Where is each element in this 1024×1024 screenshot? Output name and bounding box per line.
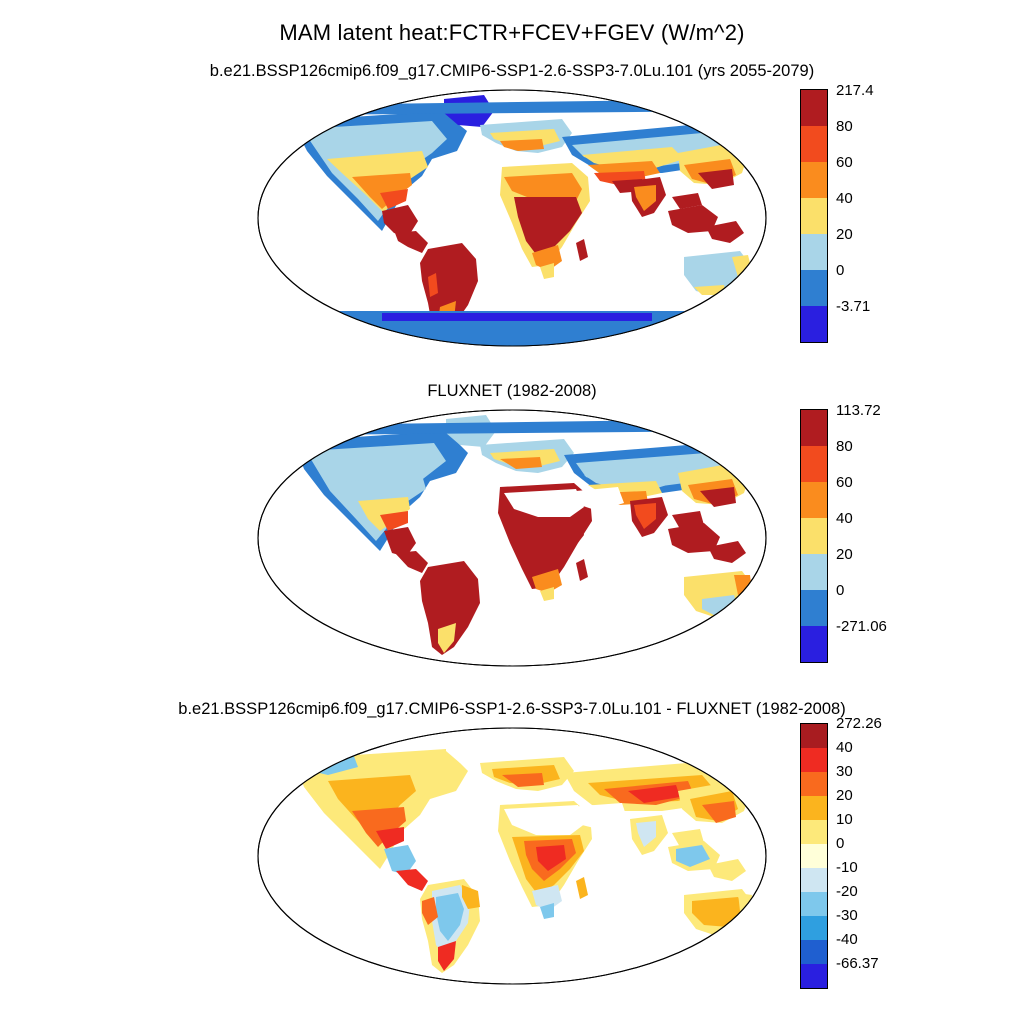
colorbar-segment bbox=[801, 940, 827, 964]
panel-3-colorbar bbox=[800, 723, 828, 989]
colorbar-tick: 40 bbox=[836, 739, 853, 756]
colorbar-segment bbox=[801, 270, 827, 306]
colorbar-segment bbox=[801, 796, 827, 820]
colorbar-tick: 60 bbox=[836, 474, 853, 491]
colorbar-tick: 30 bbox=[836, 763, 853, 780]
colorbar-tick-max: 113.72 bbox=[836, 402, 881, 419]
panel-2 bbox=[0, 382, 1024, 676]
colorbar-segment bbox=[801, 90, 827, 126]
colorbar-segment bbox=[801, 410, 827, 446]
colorbar-tick: 80 bbox=[836, 438, 853, 455]
colorbar-segment bbox=[801, 482, 827, 518]
colorbar-tick: 20 bbox=[836, 787, 853, 804]
colorbar-tick: 60 bbox=[836, 154, 853, 171]
panel-2-title: FLUXNET (1982-2008) bbox=[427, 382, 597, 400]
colorbar-tick: 40 bbox=[836, 190, 853, 207]
colorbar-segment bbox=[801, 820, 827, 844]
colorbar-segment bbox=[801, 772, 827, 796]
colorbar-segment bbox=[801, 724, 827, 748]
panel-2-map bbox=[232, 401, 792, 676]
colorbar-segment bbox=[801, 518, 827, 554]
colorbar-tick: 0 bbox=[836, 835, 845, 852]
panel-3-map-wrap bbox=[0, 715, 1024, 994]
panel-1-colorbar-labels bbox=[836, 82, 926, 341]
panel-2-colorbar bbox=[800, 409, 828, 663]
colorbar-tick-max: 217.4 bbox=[836, 82, 874, 99]
panel-2-colorbar-labels bbox=[836, 402, 936, 661]
colorbar-segment bbox=[801, 554, 827, 590]
panel-3-map bbox=[232, 719, 792, 994]
colorbar-segment bbox=[801, 626, 827, 662]
panel-3-title: b.e21.BSSP126cmip6.f09_g17.CMIP6-SSP1-2.6-SSP3-7.0Lu.101 - FLUXNET (1982-2008) bbox=[178, 700, 846, 718]
colorbar-tick-min: -3.71 bbox=[836, 298, 871, 315]
colorbar-segment bbox=[801, 964, 827, 988]
colorbar-segment bbox=[801, 590, 827, 626]
panel-2-map-wrap bbox=[0, 401, 1024, 676]
colorbar-tick: -30 bbox=[836, 907, 858, 924]
panel-1-map-wrap bbox=[0, 81, 1024, 356]
colorbar-tick: 80 bbox=[836, 118, 853, 135]
colorbar-tick: -40 bbox=[836, 931, 858, 948]
colorbar-tick: 40 bbox=[836, 510, 853, 527]
figure-title: MAM latent heat:FCTR+FCEV+FGEV (W/m^2) bbox=[279, 20, 745, 45]
colorbar-segment bbox=[801, 446, 827, 482]
colorbar-tick: -10 bbox=[836, 859, 858, 876]
colorbar-segment bbox=[801, 892, 827, 916]
colorbar-segment bbox=[801, 126, 827, 162]
colorbar-tick: 10 bbox=[836, 811, 853, 828]
colorbar-segment bbox=[801, 198, 827, 234]
colorbar-tick: -20 bbox=[836, 883, 858, 900]
colorbar-tick: 0 bbox=[836, 582, 845, 599]
colorbar-segment bbox=[801, 916, 827, 940]
colorbar-tick: 20 bbox=[836, 546, 853, 563]
panel-1-title: b.e21.BSSP126cmip6.f09_g17.CMIP6-SSP1-2.6-SSP3-7.0Lu.101 (yrs 2055-2079) bbox=[209, 62, 815, 80]
colorbar-segment bbox=[801, 234, 827, 270]
colorbar-tick-max: 272.26 bbox=[836, 715, 882, 732]
colorbar-tick-min: -66.37 bbox=[836, 955, 879, 972]
panel-3-colorbar-labels bbox=[836, 715, 936, 987]
panel-1-map bbox=[232, 81, 792, 356]
panel-3 bbox=[0, 700, 1024, 994]
colorbar-segment bbox=[801, 306, 827, 342]
panel-1-colorbar bbox=[800, 89, 828, 343]
colorbar-segment bbox=[801, 748, 827, 772]
colorbar-tick: 0 bbox=[836, 262, 845, 279]
colorbar-tick: 20 bbox=[836, 226, 853, 243]
colorbar-segment bbox=[801, 162, 827, 198]
colorbar-tick-min: -271.06 bbox=[836, 618, 887, 635]
colorbar-segment bbox=[801, 844, 827, 868]
colorbar-segment bbox=[801, 868, 827, 892]
panel-1 bbox=[0, 62, 1024, 356]
